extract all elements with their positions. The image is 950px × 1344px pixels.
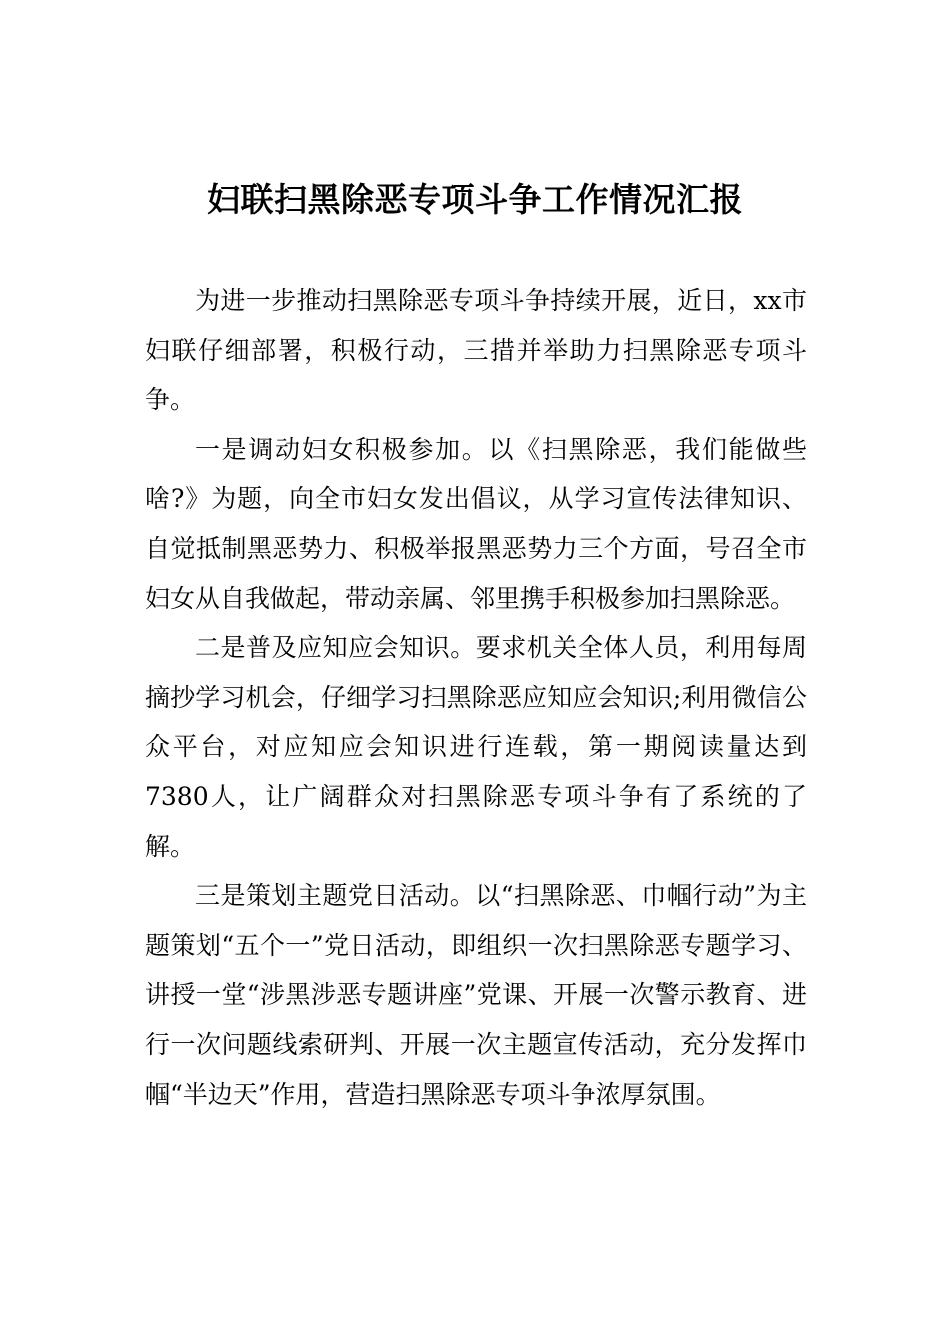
document-title: 妇联扫黑除恶专项斗争工作情况汇报 [207, 180, 743, 219]
paragraph-measure-one: 一是调动妇女积极参加。以《扫黑除恶，我们能做些啥?》为题，向全市妇女发出倡议，从学习宣传法律知识、自觉抵制黑恶势力、积极举报黑恶势力三个方面，号召全市妇女从自我做起，带动亲属、邻里携手积极参加扫黑除恶。 [145, 434, 807, 613]
paragraph-intro: 为进一步推动扫黑除恶专项斗争持续开展，近日，xx市妇联仔细部署，积极行动，三措并举助力扫黑除恶专项斗争。 [145, 286, 807, 415]
document-body [145, 276, 807, 1119]
paragraph-measure-three: 三是策划主题党日活动。以“扫黑除恶、巾帼行动”为主题策划“五个一”党日活动，即组织一次扫黑除恶专题学习、讲授一堂“涉黑涉恶专题讲座”党课、开展一次警示教育、进行一次问题线索研判、开展一次主题宣传活动，充分发挥巾帼“半边天”作用，营造扫黑除恶专项斗争浓厚氛围。 [145, 881, 807, 1109]
paragraph-measure-two: 二是普及应知应会知识。要求机关全体人员，利用每周摘抄学习机会，仔细学习扫黑除恶应知应会知识;利用微信公众平台，对应知应会知识进行连载，第一期阅读量达到7380人，让广阔群众对扫黑除恶专项斗争有了系统的了解。 [145, 633, 807, 861]
